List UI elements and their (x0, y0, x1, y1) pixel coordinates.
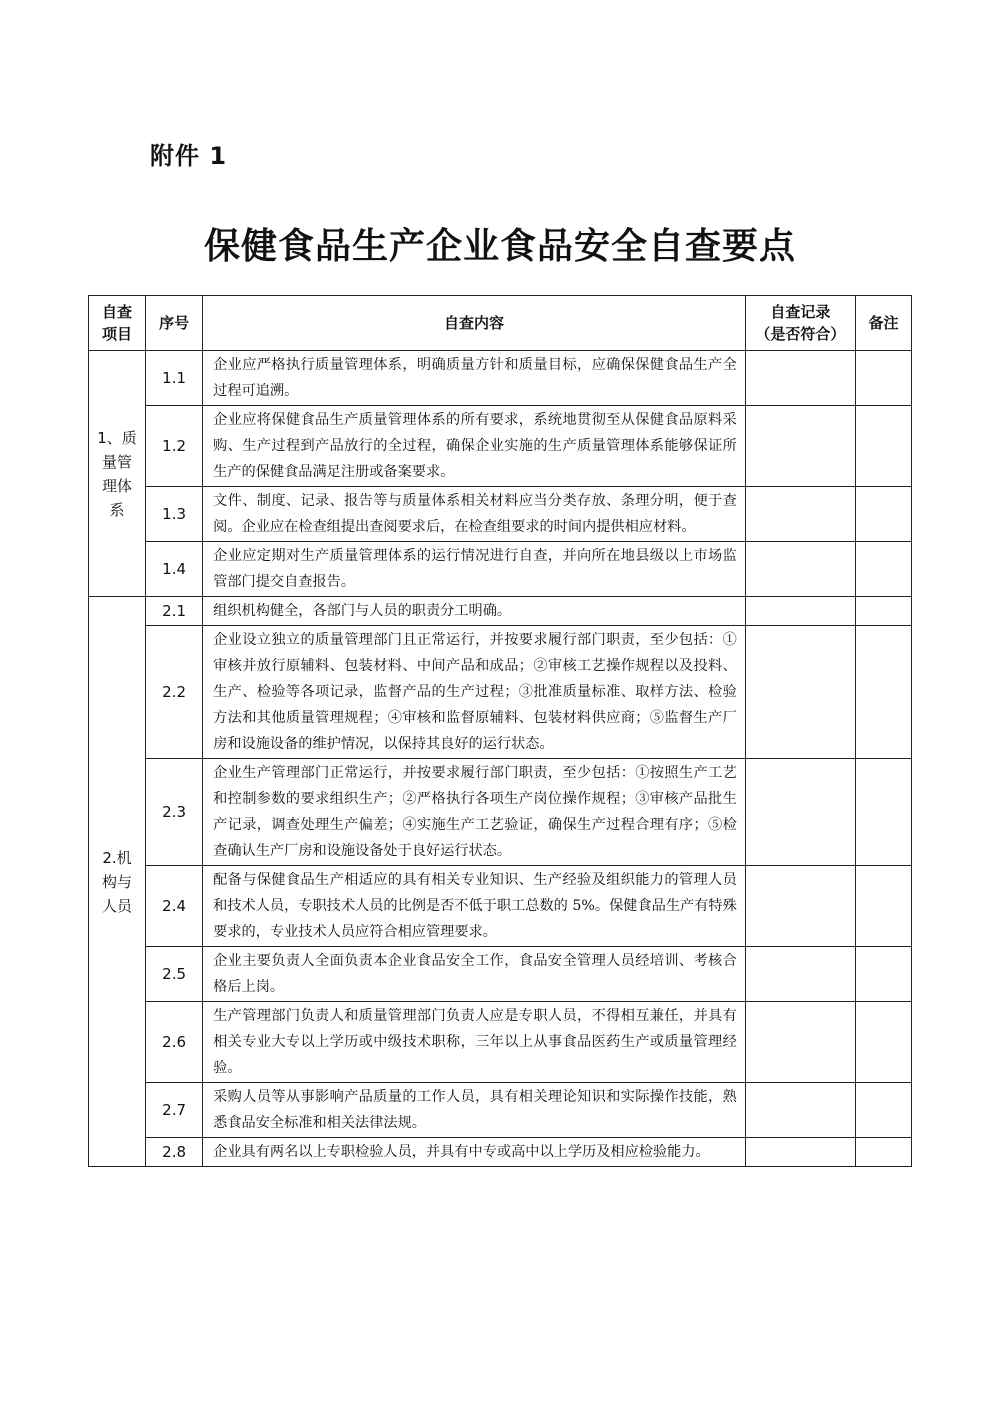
table-header-row (89, 296, 912, 351)
table-body (89, 351, 912, 1167)
record-cell[interactable] (745, 597, 855, 626)
remark-cell[interactable] (855, 759, 911, 866)
self-check-table (88, 295, 912, 1167)
row-content: 文件、制度、记录、报告等与质量体系相关材料应当分类存放、条理分明，便于查阅。企业应在检查组提出查阅要求后，在检查组要求的时间内提供相应材料。 (203, 487, 746, 542)
row-number: 1.4 (146, 542, 203, 597)
record-cell[interactable] (745, 1002, 855, 1083)
category-line: 人员 (102, 896, 133, 915)
row-number: 2.3 (146, 759, 203, 866)
record-cell[interactable] (745, 406, 855, 487)
row-content: 采购人员等从事影响产品质量的工作人员，具有相关理论知识和实际操作技能，熟悉食品安全标准和相关法律法规。 (203, 1083, 746, 1138)
category-line: 2.机 (102, 848, 132, 867)
row-number: 1.2 (146, 406, 203, 487)
row-number: 1.3 (146, 487, 203, 542)
remark-cell[interactable] (855, 542, 911, 597)
category-cell-organization-personnel (89, 597, 146, 1167)
table-row (89, 759, 912, 866)
header-number: 序号 (146, 296, 203, 351)
remark-cell[interactable] (855, 947, 911, 1002)
row-number: 2.5 (146, 947, 203, 1002)
record-cell[interactable] (745, 759, 855, 866)
remark-cell[interactable] (855, 351, 911, 406)
record-cell[interactable] (745, 487, 855, 542)
record-cell[interactable] (745, 947, 855, 1002)
table-row (89, 542, 912, 597)
row-content: 配备与保健食品生产相适应的具有相关专业知识、生产经验及组织能力的管理人员和技术人员，专职技术人员的比例是否不低于职工总数的 5%。保健食品生产有特殊要求的，专业技术人员应符合相应管理要求。 (203, 866, 746, 947)
table-row (89, 1138, 912, 1167)
category-line: 系 (109, 500, 125, 519)
record-cell[interactable] (745, 1083, 855, 1138)
table-row (89, 947, 912, 1002)
document-title: 保健食品生产企业食品安全自查要点 (203, 225, 796, 267)
remark-cell[interactable] (855, 1138, 911, 1167)
attachment-label: 附件 1 (150, 142, 228, 170)
remark-cell[interactable] (855, 1083, 911, 1138)
category-line: 构与 (102, 872, 133, 891)
header-remark: 备注 (855, 296, 911, 351)
row-number: 2.2 (146, 626, 203, 759)
table-row (89, 597, 912, 626)
header-category (89, 296, 146, 351)
remark-cell[interactable] (855, 487, 911, 542)
table-row (89, 351, 912, 406)
row-number: 2.7 (146, 1083, 203, 1138)
row-content: 企业设立独立的质量管理部门且正常运行，并按要求履行部门职责，至少包括：①审核并放行原辅料、包装材料、中间产品和成品；②审核工艺操作规程以及投料、生产、检验等各项记录，监督产品的生产过程；③批准质量标准、取样方法、检验方法和其他质量管理规程；④审核和监督原辅料、包装材料供应商；⑤监督生产厂房和设施设备的维护情况，以保持其良好的运行状态。 (203, 626, 746, 759)
row-content: 企业应严格执行质量管理体系，明确质量方针和质量目标，应确保保健食品生产全过程可追溯。 (203, 351, 746, 406)
category-line: 理体 (102, 476, 133, 495)
row-content: 企业具有两名以上专职检验人员，并具有中专或高中以上学历及相应检验能力。 (203, 1138, 746, 1167)
table-row (89, 1002, 912, 1083)
row-content: 生产管理部门负责人和质量管理部门负责人应是专职人员，不得相互兼任，并具有相关专业大专以上学历或中级技术职称，三年以上从事食品医药生产或质量管理经验。 (203, 1002, 746, 1083)
record-cell[interactable] (745, 866, 855, 947)
row-number: 2.6 (146, 1002, 203, 1083)
table-row (89, 626, 912, 759)
category-line: 量管 (102, 452, 133, 471)
table-row (89, 487, 912, 542)
remark-cell[interactable] (855, 866, 911, 947)
row-content: 企业应将保健食品生产质量管理体系的所有要求，系统地贯彻至从保健食品原料采购、生产过程到产品放行的全过程，确保企业实施的生产质量管理体系能够保证所生产的保健食品满足注册或备案要求。 (203, 406, 746, 487)
row-content: 企业主要负责人全面负责本企业食品安全工作，食品安全管理人员经培训、考核合格后上岗。 (203, 947, 746, 1002)
remark-cell[interactable] (855, 406, 911, 487)
record-cell[interactable] (745, 1138, 855, 1167)
table-row (89, 406, 912, 487)
row-content: 企业应定期对生产质量管理体系的运行情况进行自查，并向所在地县级以上市场监管部门提交自查报告。 (203, 542, 746, 597)
category-line: 1、质 (97, 428, 137, 447)
row-content: 组织机构健全，各部门与人员的职责分工明确。 (203, 597, 746, 626)
record-cell[interactable] (745, 351, 855, 406)
record-cell[interactable] (745, 542, 855, 597)
row-number: 1.1 (146, 351, 203, 406)
row-content: 企业生产管理部门正常运行，并按要求履行部门职责，至少包括：①按照生产工艺和控制参数的要求组织生产；②严格执行各项生产岗位操作规程；③审核产品批生产记录，调查处理生产偏差；④实施生产工艺验证，确保生产过程合理有序；⑤检查确认生产厂房和设施设备处于良好运行状态。 (203, 759, 746, 866)
header-record-line2: （是否符合） (755, 325, 846, 343)
header-record (745, 296, 855, 351)
row-number: 2.4 (146, 866, 203, 947)
header-record-line1: 自查记录 (770, 303, 831, 321)
remark-cell[interactable] (855, 1002, 911, 1083)
remark-cell[interactable] (855, 597, 911, 626)
record-cell[interactable] (745, 626, 855, 759)
row-number: 2.8 (146, 1138, 203, 1167)
remark-cell[interactable] (855, 626, 911, 759)
table-row (89, 1083, 912, 1138)
row-number: 2.1 (146, 597, 203, 626)
header-category-line1: 自查 (102, 303, 133, 321)
header-content: 自查内容 (203, 296, 746, 351)
category-cell-quality-system (89, 351, 146, 597)
table-row (89, 866, 912, 947)
header-category-line2: 项目 (102, 325, 133, 343)
